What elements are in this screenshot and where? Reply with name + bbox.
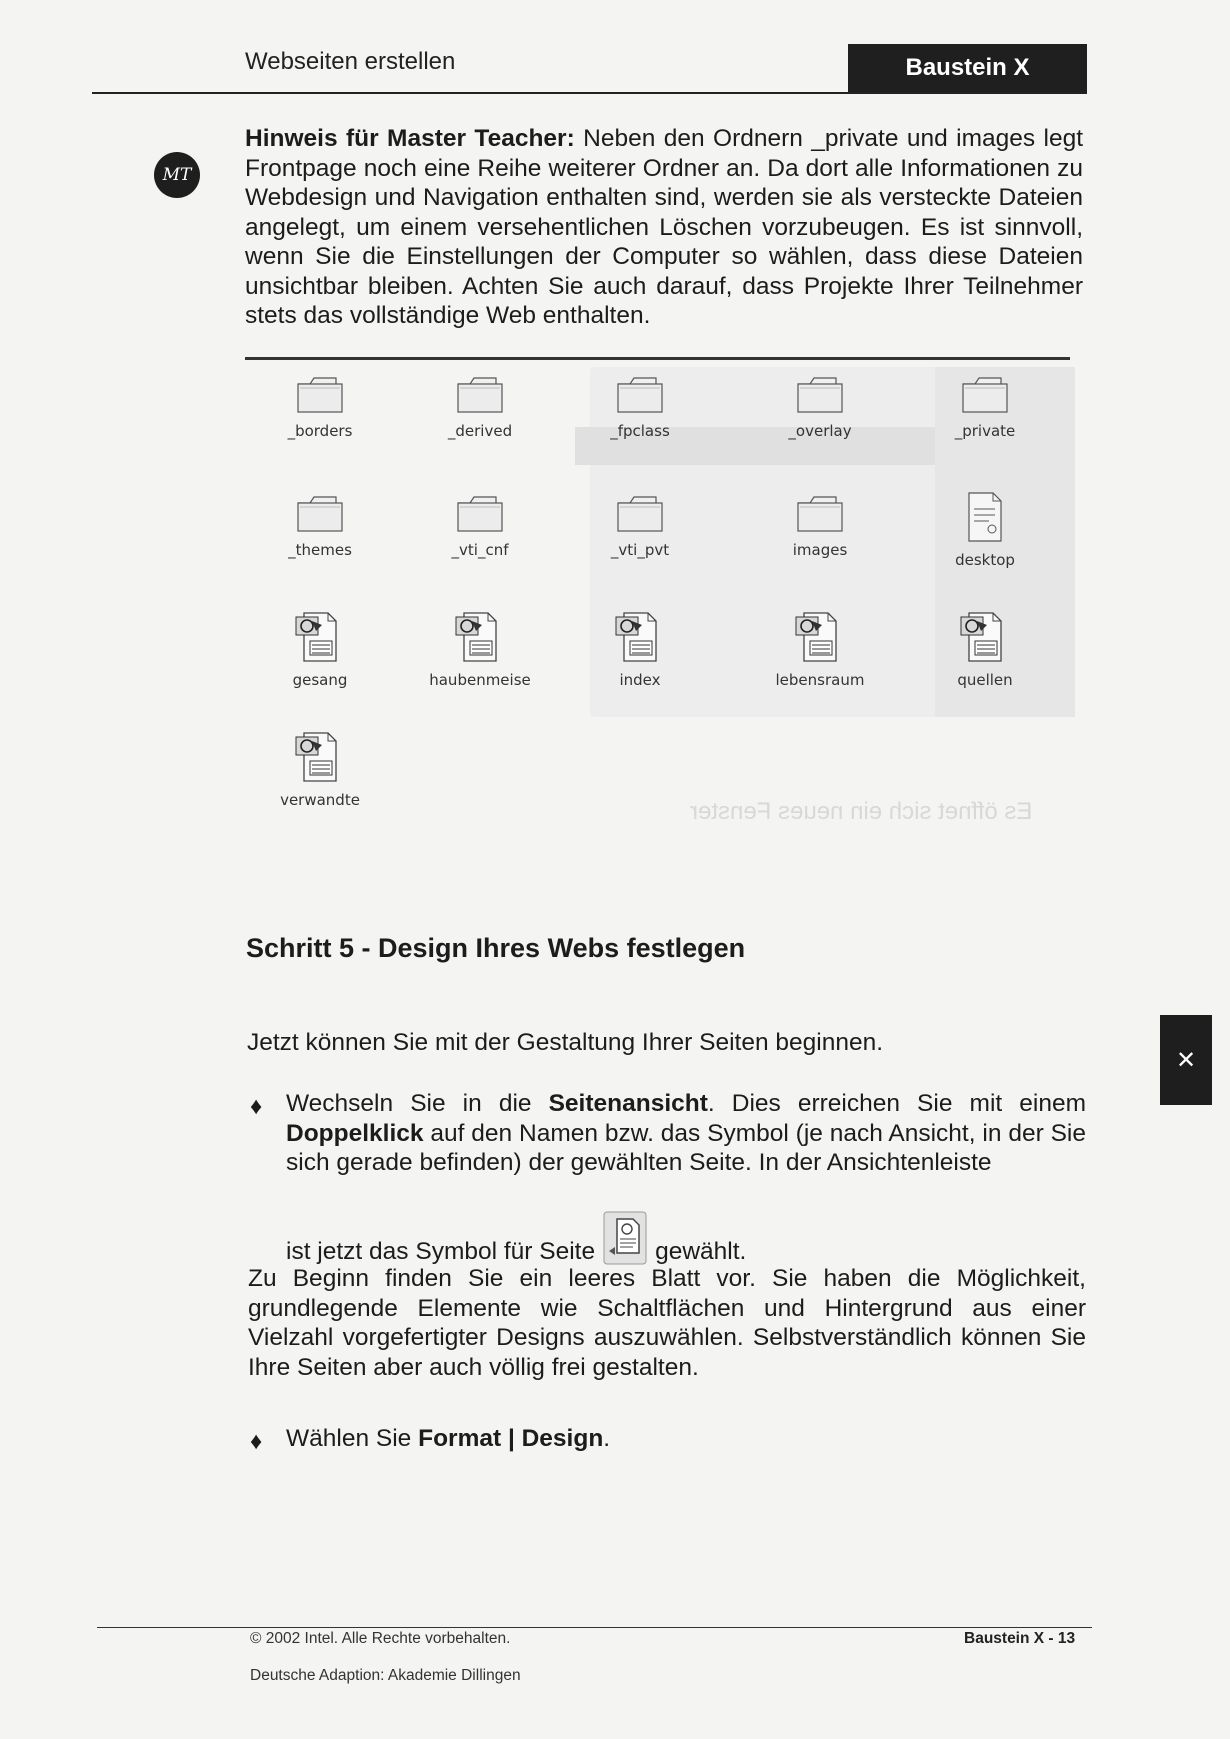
file-item[interactable] xyxy=(905,609,1065,689)
file-item[interactable] xyxy=(560,609,720,689)
b1-text-c: . Dies erreichen Sie mit einem xyxy=(707,1090,1086,1117)
file-item[interactable] xyxy=(240,489,400,559)
bullet-paragraph-2 xyxy=(286,1425,610,1453)
folder-icon xyxy=(400,489,560,535)
file-name: _fpclass xyxy=(610,422,670,440)
master-teacher-note xyxy=(245,124,1083,331)
file-name: quellen xyxy=(957,671,1013,689)
file-item[interactable] xyxy=(905,489,1065,569)
file-name: _vti_cnf xyxy=(451,541,509,559)
b1-seitenansicht: Seitenansicht xyxy=(548,1090,708,1117)
file-item[interactable] xyxy=(400,370,560,440)
file-name: _derived xyxy=(447,422,513,440)
file-name: _vti_pvt xyxy=(610,541,670,559)
intro-paragraph: Jetzt können Sie mit der Gestaltung Ihrer Seiten beginnen. xyxy=(247,1029,884,1056)
bullet-marker: ♦ xyxy=(250,1093,263,1120)
step-heading: Schritt 5 - Design Ihres Webs festlegen xyxy=(246,933,746,963)
folder-icon xyxy=(740,370,900,416)
footer-rule xyxy=(97,1627,1092,1628)
footer-page-number: Baustein X - 13 xyxy=(964,1630,1076,1647)
web-page-icon xyxy=(240,729,400,785)
file-name: _themes xyxy=(288,541,352,559)
folder-icon xyxy=(400,370,560,416)
b1-text-a: Wechseln Sie in die xyxy=(286,1090,549,1117)
file-name: _borders xyxy=(287,422,353,440)
file-name: index xyxy=(619,671,661,689)
folder-icon xyxy=(560,370,720,416)
b2-text-a: Wählen Sie xyxy=(286,1425,419,1452)
file-name: verwandte xyxy=(280,791,360,809)
bullet-paragraph-1-end xyxy=(286,1205,746,1266)
file-item[interactable] xyxy=(740,609,900,689)
header-badge: Baustein X xyxy=(848,44,1087,92)
folder-icon xyxy=(240,489,400,535)
bullet-paragraph-1 xyxy=(286,1089,1086,1178)
b1-text-f: ist jetzt das Symbol für Seite xyxy=(286,1238,596,1265)
b1-text-g: gewählt. xyxy=(655,1238,747,1265)
file-item[interactable] xyxy=(740,370,900,440)
folder-icon xyxy=(240,370,400,416)
folder-icon xyxy=(905,370,1065,416)
file-item[interactable] xyxy=(400,489,560,559)
file-item[interactable] xyxy=(740,489,900,559)
file-item[interactable] xyxy=(240,609,400,689)
side-tab-close-icon[interactable]: ✕ xyxy=(1160,1015,1212,1105)
b2-text-c: . xyxy=(603,1425,611,1452)
file-item[interactable] xyxy=(240,370,400,440)
folder-icon xyxy=(740,489,900,535)
file-name: haubenmeise xyxy=(429,671,531,689)
file-name: lebensraum xyxy=(775,671,865,689)
mt-badge-icon: MT xyxy=(154,152,200,198)
bleed-through-text: Es öffnet sich ein neues Fenster xyxy=(690,798,1033,825)
b1-doppelklick: Doppelklick xyxy=(286,1119,424,1147)
web-page-icon xyxy=(740,609,900,665)
file-name: gesang xyxy=(292,671,348,689)
web-page-icon xyxy=(560,609,720,665)
page-view-icon xyxy=(603,1211,647,1272)
bullet-marker: ♦ xyxy=(250,1428,263,1455)
file-item[interactable] xyxy=(400,609,560,689)
file-item[interactable] xyxy=(560,370,720,440)
web-page-icon xyxy=(905,609,1065,665)
file-item[interactable] xyxy=(905,370,1065,440)
web-page-icon xyxy=(240,609,400,665)
text-file-icon xyxy=(905,489,1065,545)
file-name: _private xyxy=(954,422,1016,440)
file-name: desktop xyxy=(955,551,1015,569)
web-page-icon xyxy=(400,609,560,665)
footer-adaptation: Deutsche Adaption: Akademie Dillingen xyxy=(250,1667,521,1684)
footer-copyright: © 2002 Intel. Alle Rechte vorbehalten. xyxy=(250,1630,511,1647)
file-name: _overlay xyxy=(788,422,852,440)
note-label: Hinweis für Master Teacher: xyxy=(245,125,575,152)
file-item[interactable] xyxy=(240,729,400,809)
file-name: images xyxy=(792,541,848,559)
note-text: Neben den Ordnern _private und images legt Frontpage noch eine Reihe weiterer Ordner an. Da dort alle Informationen zu Webdesign und Navigation enthalten sind, werden sie als versteckte Dateien angelegt, um einem versehentlichen Löschen vorzubeugen. Es ist sinnvoll, wenn Sie die Einstellungen der Computer so wählen, dass diese Dateien unsichtbar bleiben. Achten Sie auch darauf, dass Projekte Ihrer Teilnehmer stets das vollständige Web enthalten. xyxy=(245,125,1084,329)
file-item[interactable] xyxy=(560,489,720,559)
header-title: Webseiten erstellen xyxy=(245,48,456,75)
b2-format-design: Format | Design xyxy=(418,1425,604,1452)
file-listing-figure xyxy=(245,357,1088,812)
folder-icon xyxy=(560,489,720,535)
file-grid xyxy=(245,357,1088,812)
header-rule xyxy=(92,92,1087,94)
b1-text-e: auf den Namen bzw. das Symbol (je nach Ansicht, in der Sie sich gerade befinden) der gewählten Seite. In der Ansichtenleiste xyxy=(286,1119,1086,1176)
body-paragraph: Zu Beginn finden Sie ein leeres Blatt vor. Sie haben die Möglichkeit, grundlegende Elemente wie Schaltflächen und Hintergrund aus einer Vielzahl vorgefertigter Designs auszuwählen. Selbstverständlich können Sie Ihre Seiten aber auch völlig frei gestalten. xyxy=(248,1265,1086,1381)
